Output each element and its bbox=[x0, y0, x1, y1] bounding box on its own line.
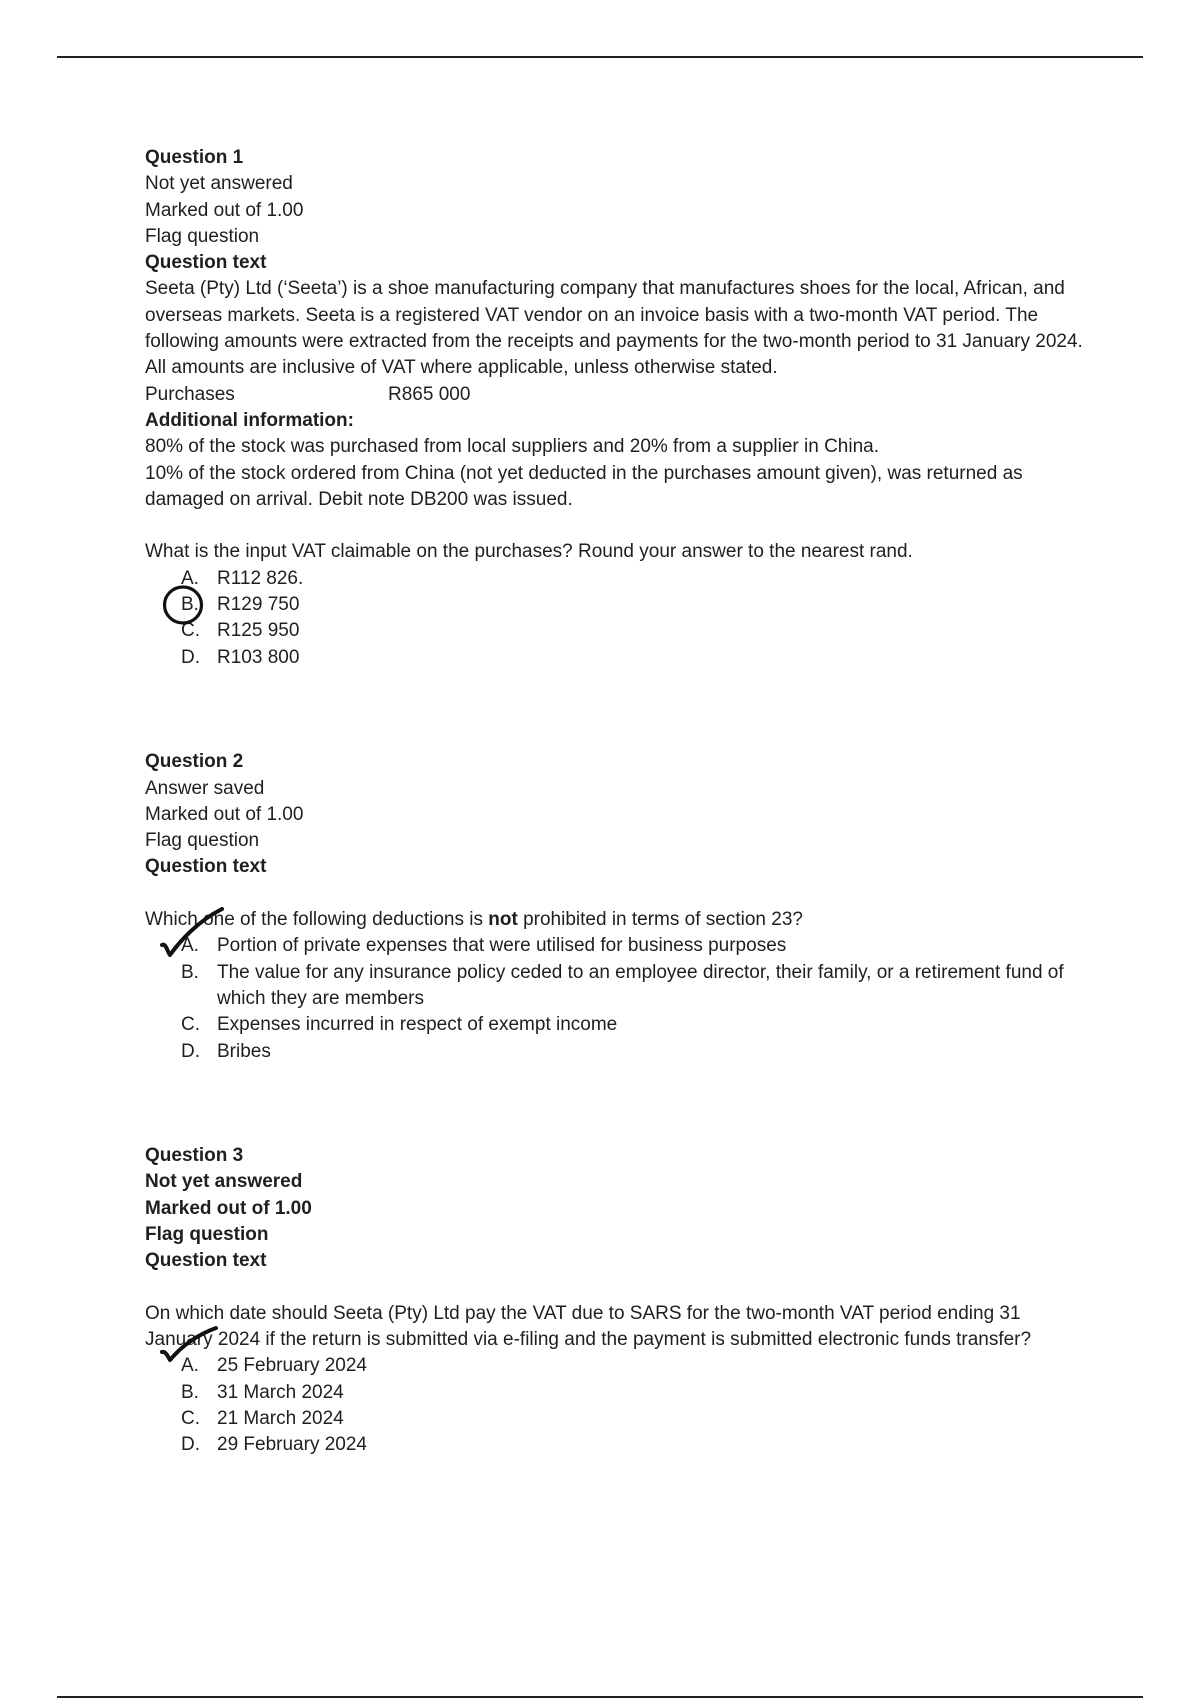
flag-question-link[interactable]: Flag question bbox=[145, 830, 260, 852]
option-text: R112 826. bbox=[217, 567, 304, 589]
question-title: Question 2 bbox=[145, 751, 244, 773]
purchases-label: Purchases bbox=[145, 383, 235, 405]
additional-info-1: 80% of the stock was purchased from local suppliers and 20% from a supplier in China. bbox=[145, 436, 879, 458]
flag-question-link[interactable]: Flag question bbox=[145, 225, 260, 247]
option-text: R103 800 bbox=[217, 646, 300, 668]
question-title: Question 3 bbox=[145, 1145, 244, 1167]
question-status: Answer saved bbox=[145, 777, 265, 799]
question-prompt: Which one of the following deductions is not prohibited in terms of section 23? bbox=[145, 909, 803, 931]
option-text: The value for any insurance policy ceded to an employee director, their family, or a retirement fund of which they are members bbox=[217, 961, 1064, 1009]
question-prompt: What is the input VAT claimable on the purchases? Round your answer to the nearest rand. bbox=[145, 541, 913, 563]
top-rule bbox=[57, 56, 1143, 58]
answer-options bbox=[145, 1353, 1085, 1458]
option-letter: C. bbox=[181, 1014, 200, 1036]
option-text: Expenses incurred in respect of exempt income bbox=[217, 1014, 618, 1036]
question-1 bbox=[145, 145, 1085, 671]
question-status: Not yet answered bbox=[145, 173, 293, 195]
option-c[interactable] bbox=[145, 1406, 1085, 1432]
option-text: 21 March 2024 bbox=[217, 1408, 344, 1430]
option-letter: D. bbox=[181, 646, 200, 668]
question-2 bbox=[145, 749, 1085, 1065]
option-c[interactable] bbox=[145, 1012, 1085, 1038]
question-marks: Marked out of 1.00 bbox=[145, 1197, 312, 1219]
question-3 bbox=[145, 1143, 1085, 1459]
option-a[interactable] bbox=[145, 933, 1085, 959]
option-c[interactable] bbox=[145, 618, 1085, 644]
question-marks: Marked out of 1.00 bbox=[145, 803, 304, 825]
option-b[interactable] bbox=[145, 960, 1085, 1013]
question-marks: Marked out of 1.00 bbox=[145, 199, 304, 221]
option-text: 31 March 2024 bbox=[217, 1381, 344, 1403]
option-letter: B. bbox=[181, 594, 199, 616]
answer-options bbox=[145, 933, 1085, 1064]
additional-info-heading: Additional information: bbox=[145, 409, 354, 431]
option-letter: D. bbox=[181, 1434, 200, 1456]
answer-options bbox=[145, 566, 1085, 671]
emphasis-not: not bbox=[488, 909, 518, 931]
question-status: Not yet answered bbox=[145, 1171, 303, 1193]
option-text: Bribes bbox=[217, 1040, 271, 1062]
question-text-heading: Question text bbox=[145, 252, 267, 274]
question-intro: Seeta (Pty) Ltd (‘Seeta’) is a shoe manufacturing company that manufactures shoes for the local, African, and overseas markets. Seeta is a registered VAT vendor on an invoice basis with a two-month VAT period. The following amounts were extracted from the receipts and payments for the two-month period to 31 January 2024. All amounts are inclusive of VAT where applicable, unless otherwise stated. bbox=[145, 278, 1083, 379]
question-text-heading: Question text bbox=[145, 856, 267, 878]
option-letter: B. bbox=[181, 1381, 199, 1403]
option-d[interactable] bbox=[145, 1039, 1085, 1065]
option-letter: A. bbox=[181, 935, 199, 957]
option-b[interactable] bbox=[145, 1380, 1085, 1406]
option-letter: A. bbox=[181, 567, 199, 589]
option-text: 29 February 2024 bbox=[217, 1434, 367, 1456]
question-text-heading: Question text bbox=[145, 1250, 267, 1272]
question-title: Question 1 bbox=[145, 147, 244, 168]
additional-info-2: 10% of the stock ordered from China (not yet deducted in the purchases amount given), was returned as damaged on arrival. Debit note DB200 was issued. bbox=[145, 462, 1023, 510]
option-letter: A. bbox=[181, 1355, 199, 1377]
bottom-rule bbox=[57, 1696, 1143, 1698]
option-d[interactable] bbox=[145, 1432, 1085, 1458]
option-text: Portion of private expenses that were utilised for business purposes bbox=[217, 935, 787, 957]
option-letter: D. bbox=[181, 1040, 200, 1062]
question-prompt: On which date should Seeta (Pty) Ltd pay the VAT due to SARS for the two-month VAT period ending 31 January 2024 if the return is submitted via e-filing and the payment is submitted electronic funds transfer? bbox=[145, 1302, 1032, 1351]
option-text: R125 950 bbox=[217, 620, 300, 642]
document-body bbox=[145, 145, 1085, 1459]
option-a[interactable] bbox=[145, 1353, 1085, 1379]
option-a[interactable] bbox=[145, 566, 1085, 592]
option-b[interactable] bbox=[145, 592, 1085, 618]
flag-question-link[interactable]: Flag question bbox=[145, 1223, 269, 1245]
option-letter: B. bbox=[181, 961, 199, 983]
option-letter: C. bbox=[181, 620, 200, 642]
purchases-row bbox=[145, 382, 1085, 408]
purchases-value: R865 000 bbox=[388, 383, 471, 405]
option-letter: C. bbox=[181, 1408, 200, 1430]
option-d[interactable] bbox=[145, 645, 1085, 671]
option-text: 25 February 2024 bbox=[217, 1355, 367, 1377]
option-text: R129 750 bbox=[217, 594, 300, 616]
